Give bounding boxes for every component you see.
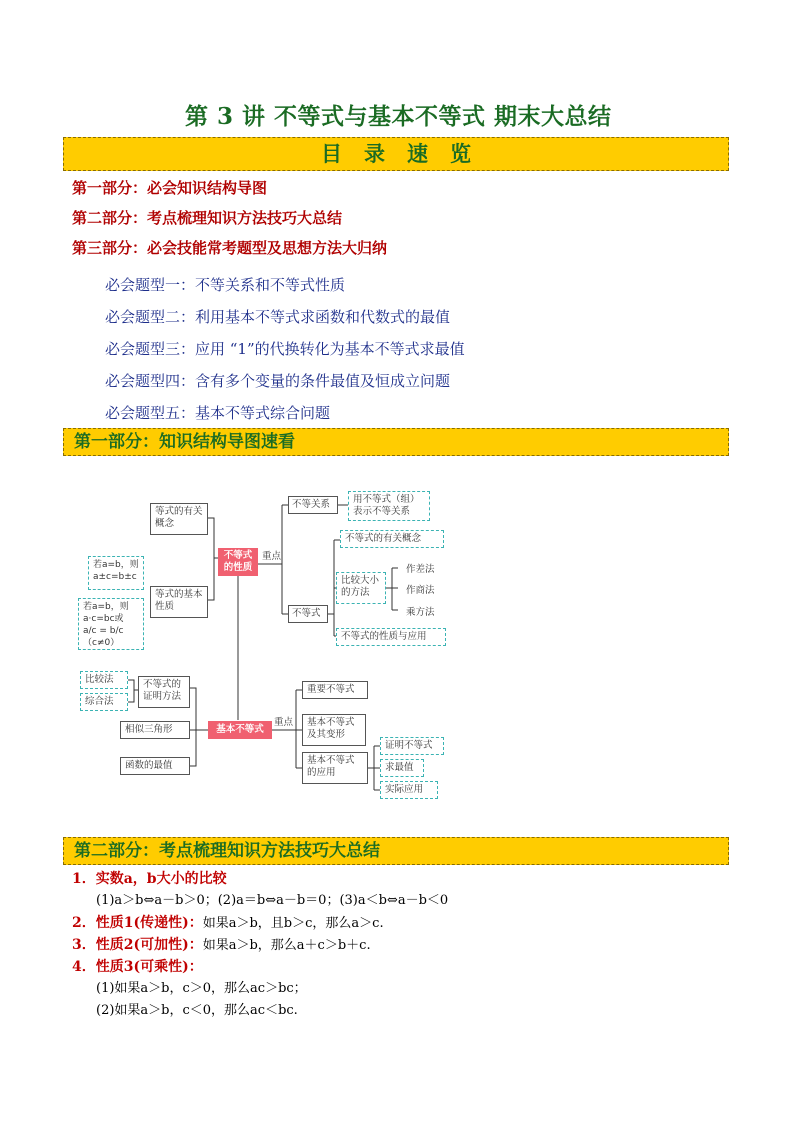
item3-heading	[72, 934, 371, 954]
mm-relation-note: 用不等式（组）表示不等关系	[348, 491, 430, 521]
mm-synthesis-method: 综合法	[80, 693, 128, 711]
mm-basic-inequality-apps: 基本不等式的应用	[302, 752, 368, 784]
mm-compare-methods: 比较大小的方法	[336, 572, 386, 604]
item3-tail: 如果a＞b，那么a＋c＞b＋c.	[202, 938, 371, 953]
item4-line2: (2)如果a＞b，c＜0，那么ac＜bc.	[96, 1003, 298, 1018]
item2-heading	[72, 912, 384, 932]
mm-important-inequality: 重要不等式	[302, 681, 368, 699]
mm-note-equal-mult: 若a=b，则a·c=bc或 a/c = b/c（c≠0）	[78, 598, 144, 650]
mm-equality-properties: 等式的基本性质	[150, 586, 208, 618]
mm-similar-triangles: 相似三角形	[120, 721, 190, 739]
mm-key-label-2: 重点	[274, 717, 294, 728]
mm-inequality-relation: 不等关系	[288, 496, 338, 514]
mm-inequality-props-apps: 不等式的性质与应用	[336, 628, 446, 646]
toc-header: 目录速览	[321, 141, 493, 166]
mm-comparison-method: 比较法	[80, 671, 128, 689]
toc-part-3: 第三部分：必会技能常考题型及思想方法大归纳	[72, 239, 388, 257]
mm-equality-concepts: 等式的有关概念	[150, 503, 208, 535]
toc-part-1: 第一部分：必会知识结构导图	[72, 179, 268, 197]
item1-heading: 1．实数a，b大小的比较	[72, 871, 227, 887]
mm-inequality: 不等式	[288, 605, 328, 623]
mm-method-quotient: 作商法	[406, 585, 435, 596]
mm-method-power: 乘方法	[406, 607, 435, 618]
item4-line1: (1)如果a＞b，c＞0，那么ac＞bc；	[96, 981, 307, 996]
item1-line1: (1)a＞b⇔a－b＞0；(2)a＝b⇔a－b＝0；(3)a＜b⇔a－b＜0	[96, 893, 449, 908]
mm-center-basic-inequality: 基本不等式	[208, 721, 272, 739]
mm-proof-methods: 不等式的证明方法	[138, 676, 190, 708]
item4-heading: 4．性质3(可乘性)：	[72, 959, 203, 975]
mm-find-extremum: 求最值	[380, 759, 424, 777]
item2-head: 2．性质1(传递性)：	[72, 915, 203, 931]
toc-type-3: 必会题型三：应用 “1”的代换转化为基本不等式求最值	[105, 340, 465, 358]
page-title: 第 3 讲 不等式与基本不等式 期末大总结	[185, 103, 612, 130]
section1-header: 第一部分：知识结构导图速看	[74, 432, 295, 452]
section2-header-bar	[63, 837, 729, 865]
mm-basic-inequality-variants: 基本不等式及其变形	[302, 714, 366, 746]
mm-function-extremum: 函数的最值	[120, 757, 190, 775]
mm-method-difference: 作差法	[406, 564, 435, 575]
toc-type-2: 必会题型二：利用基本不等式求函数和代数式的最值	[105, 308, 451, 326]
mm-prove-inequality: 证明不等式	[380, 737, 444, 755]
mm-practical-application: 实际应用	[380, 781, 438, 799]
toc-type-4: 必会题型四：含有多个变量的条件最值及恒成立问题	[105, 372, 451, 390]
mm-inequality-concepts: 不等式的有关概念	[340, 530, 444, 548]
mm-note-equal-add: 若a=b，则 a±c=b±c	[88, 556, 144, 590]
toc-part-2: 第二部分：考点梳理知识方法技巧大总结	[72, 209, 343, 227]
item3-head: 3．性质2(可加性)：	[72, 937, 203, 953]
section2-header: 第二部分：考点梳理知识方法技巧大总结	[74, 841, 380, 861]
toc-type-5: 必会题型五：基本不等式综合问题	[105, 404, 331, 422]
toc-type-1: 必会题型一：不等关系和不等式性质	[105, 276, 346, 294]
mm-center-inequality-properties: 不等式的性质	[218, 548, 258, 576]
mm-key-label-1: 重点	[262, 551, 282, 562]
item2-tail: 如果a＞b，且b＞c，那么a＞c.	[202, 916, 384, 931]
